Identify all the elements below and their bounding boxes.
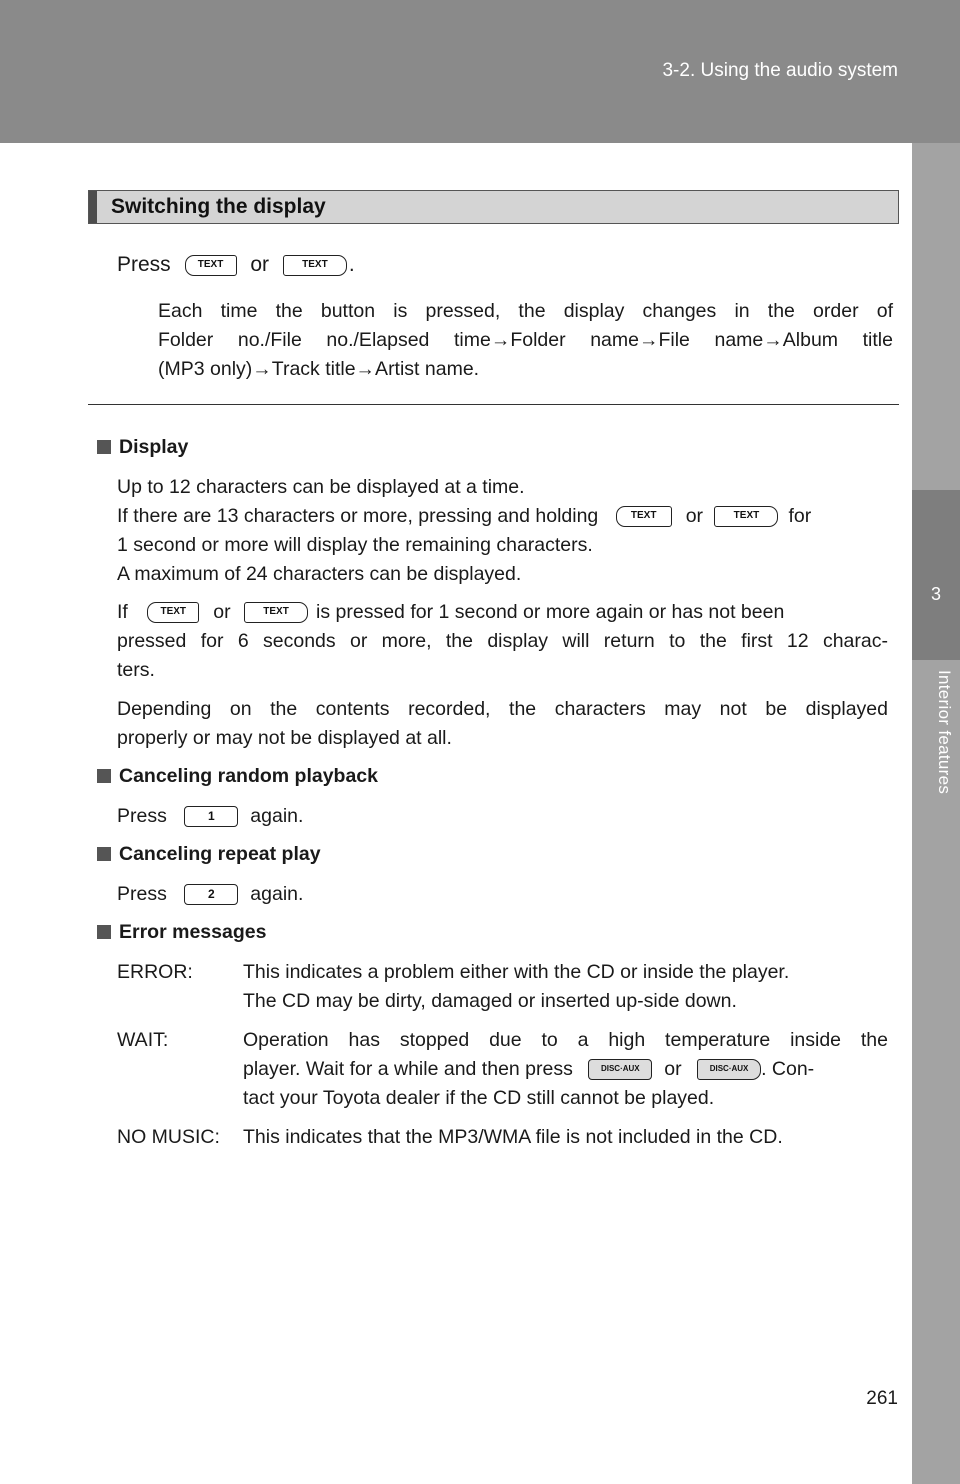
preset-1-button: 1 xyxy=(184,806,238,827)
display-heading: Display xyxy=(97,436,188,459)
wait-label: WAIT: xyxy=(117,1029,169,1051)
chapter-number: 3 xyxy=(930,584,941,604)
text-button-right: TEXT xyxy=(714,506,778,527)
repeat-instruction: Press 2 again. xyxy=(117,883,304,905)
display-line-5: If TEXT or TEXT is pressed for 1 second or more again or has not been xyxy=(117,601,785,623)
text-button-right: TEXT xyxy=(244,602,308,623)
desc-line-2: Folder no./File no./Elapsed time→Folder name→File name→Album title xyxy=(158,329,893,351)
disc-aux-button-right: DISC·AUX xyxy=(697,1059,761,1080)
wait-line-3: tact your Toyota dealer if the CD still cannot be played. xyxy=(243,1087,715,1109)
text-button-left: TEXT xyxy=(185,255,237,276)
section-heading-box xyxy=(88,190,899,224)
display-line-1: Up to 12 characters can be displayed at a time. xyxy=(117,476,525,498)
disc-aux-button-left: DISC·AUX xyxy=(588,1059,652,1080)
error-line-2: The CD may be dirty, damaged or inserted up-side down. xyxy=(243,990,737,1012)
page-number: 261 xyxy=(866,1388,898,1409)
display-line-3: 1 second or more will display the remaining characters. xyxy=(117,534,593,556)
bullet-square-icon xyxy=(97,925,111,939)
errors-heading: Error messages xyxy=(97,921,266,944)
bullet-square-icon xyxy=(97,769,111,783)
text-button-right: TEXT xyxy=(283,255,347,276)
display-line-9: properly or may not be displayed at all. xyxy=(117,727,452,749)
divider xyxy=(88,404,899,405)
chapter-label: Interior features xyxy=(935,670,954,795)
display-line-8: Depending on the contents recorded, the characters may not be displayed xyxy=(117,698,888,720)
display-line-6: pressed for 6 seconds or more, the display will return to the first 12 charac- xyxy=(117,630,888,652)
wait-line-1: Operation has stopped due to a high temperature inside the xyxy=(243,1029,888,1051)
random-instruction: Press 1 again. xyxy=(117,805,304,827)
repeat-heading: Canceling repeat play xyxy=(97,843,321,866)
nomusic-label: NO MUSIC: xyxy=(117,1126,220,1148)
desc-line-1: Each time the button is pressed, the display changes in the order of xyxy=(158,300,893,322)
error-line-1: This indicates a problem either with the CD or inside the player. xyxy=(243,961,790,983)
desc-line-3: (MP3 only)→Track title→Artist name. xyxy=(158,358,480,380)
display-line-2: If there are 13 characters or more, pressing and holding TEXT or TEXT for xyxy=(117,505,812,527)
section-title: Switching the display xyxy=(111,195,326,218)
display-line-7: ters. xyxy=(117,659,155,681)
side-tab-chapter xyxy=(912,490,960,660)
nomusic-line: This indicates that the MP3/WMA file is not included in the CD. xyxy=(243,1126,783,1148)
display-line-4: A maximum of 24 characters can be displayed. xyxy=(117,563,522,585)
header-title: 3-2. Using the audio system xyxy=(662,60,898,81)
bullet-square-icon xyxy=(97,847,111,861)
text-button-left: TEXT xyxy=(616,506,672,527)
text-button-left: TEXT xyxy=(147,602,199,623)
wait-line-2: player. Wait for a while and then press DISC·AUX or DISC·AUX . Con- xyxy=(243,1058,815,1080)
error-label: ERROR: xyxy=(117,961,193,983)
random-heading: Canceling random playback xyxy=(97,765,378,788)
bullet-square-icon xyxy=(97,440,111,454)
press-instruction: Press TEXT or TEXT . xyxy=(117,253,355,276)
preset-2-button: 2 xyxy=(184,884,238,905)
side-tab-top xyxy=(912,143,960,490)
